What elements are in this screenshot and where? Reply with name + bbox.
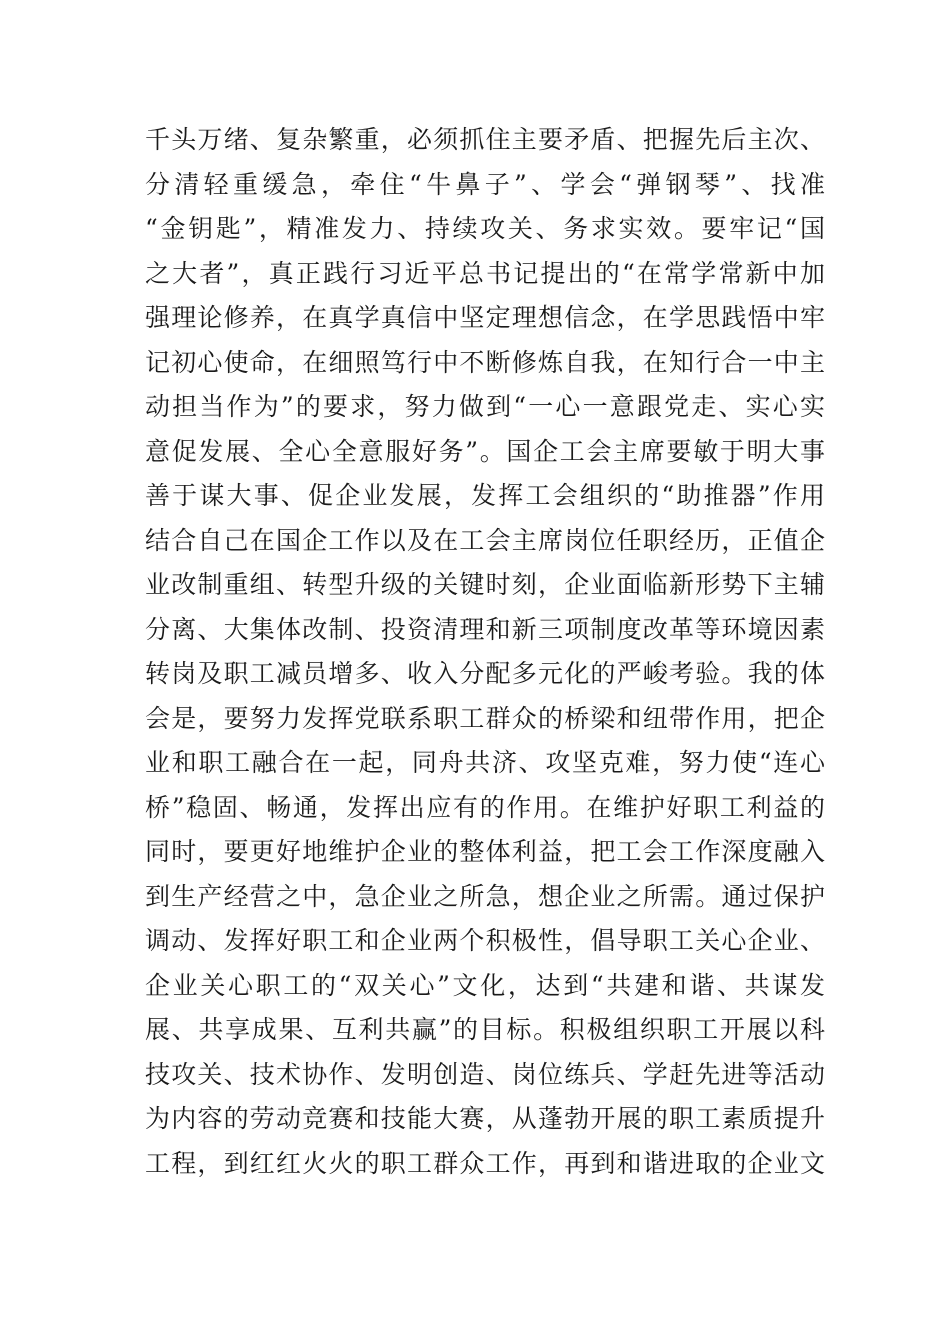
body-text (145, 118, 825, 1186)
text-line: 记初心使命，在细照笃行中不断修炼自我，在知行合一中主 (145, 347, 825, 377)
text-line: 之大者”，真正践行习近平总书记提出的“在常学常新中加 (145, 258, 825, 288)
text-line: 善于谋大事、促企业发展，发挥工会组织的“助推器”作用 (145, 481, 825, 510)
text-line: 调动、发挥好职工和企业两个积极性，倡导职工关心企业、 (145, 926, 825, 955)
text-line: 到生产经营之中，急企业之所急，想企业之所需。通过保护 (145, 881, 825, 911)
text-line: 为内容的劳动竞赛和技能大赛，从蓬勃开展的职工素质提升 (145, 1104, 825, 1133)
text-line: 展、共享成果、互利共赢”的目标。积极组织职工开展以科 (145, 1015, 825, 1044)
text-line: 千头万绪、复杂繁重，必须抓住主要矛盾、把握先后主次、 (145, 125, 825, 154)
text-line: 技攻关、技术协作、发明创造、岗位练兵、学赶先进等活动 (145, 1059, 825, 1089)
text-line: 动担当作为”的要求，努力做到“一心一意跟党走、实心实 (145, 392, 825, 421)
text-line: 分离、大集体改制、投资清理和新三项制度改革等环境因素 (145, 614, 825, 644)
text-line: 转岗及职工减员增多、收入分配多元化的严峻考验。我的体 (145, 659, 825, 688)
text-line: 企业关心职工的“双关心”文化，达到“共建和谐、共谋发 (145, 970, 825, 1000)
text-line: 强理论修养，在真学真信中坚定理想信念，在学思践悟中牢 (145, 303, 825, 332)
text-line: 同时，要更好地维护企业的整体利益，把工会工作深度融入 (145, 837, 825, 866)
text-line: “金钥匙”，精准发力、持续攻关、务求实效。要牢记“国 (145, 214, 825, 243)
text-line: 业改制重组、转型升级的关键时刻，企业面临新形势下主辅 (145, 570, 825, 599)
text-line: 工程，到红红火火的职工群众工作，再到和谐进取的企业文 (145, 1148, 825, 1178)
text-line: 业和职工融合在一起，同舟共济、攻坚克难，努力使“连心 (145, 748, 825, 777)
text-line: 分清轻重缓急，牵住“牛鼻子”、学会“弹钢琴”、找准 (145, 169, 825, 199)
text-line: 桥”稳固、畅通，发挥出应有的作用。在维护好职工利益的 (145, 792, 825, 822)
text-line: 会是，要努力发挥党联系职工群众的桥梁和纽带作用，把企 (145, 703, 825, 733)
text-line: 结合自己在国企工作以及在工会主席岗位任职经历，正值企 (145, 525, 825, 555)
text-line: 意促发展、全心全意服好务”。国企工会主席要敏于明大事 (145, 436, 825, 466)
